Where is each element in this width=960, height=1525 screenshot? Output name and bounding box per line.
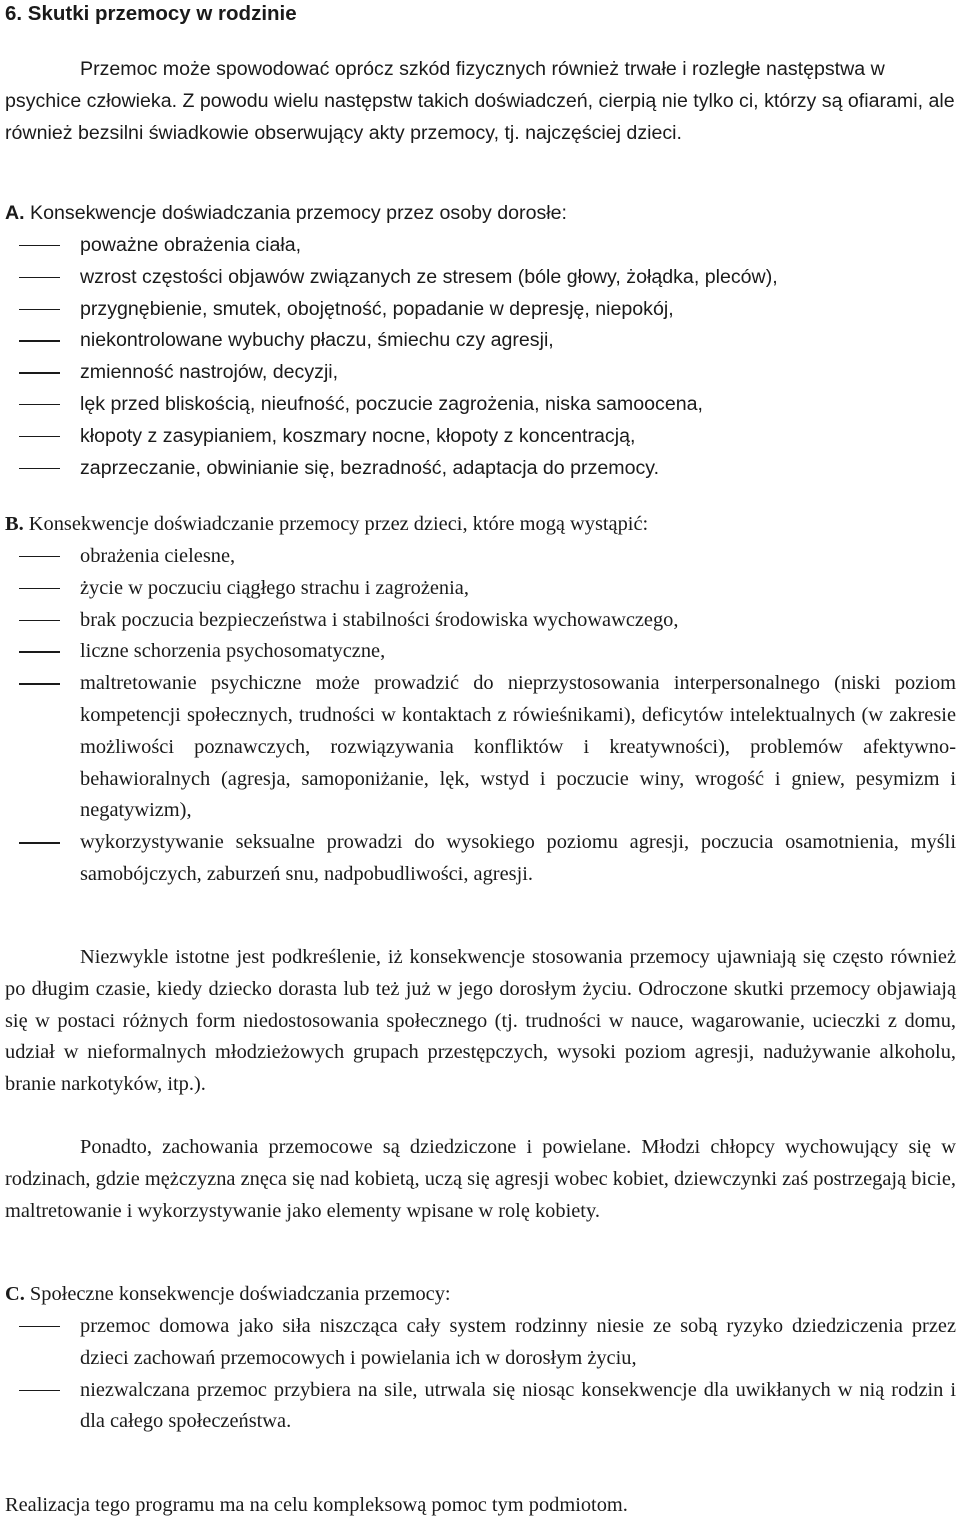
- section-b-list: [0, 541, 956, 891]
- section-c-marker: C.: [5, 1283, 25, 1305]
- list-item: zaprzeczanie, obwinianie się, bezradność, adaptacja do przemocy.: [0, 453, 956, 485]
- section-heading: 6. Skutki przemocy w rodzinie: [5, 2, 297, 25]
- list-item: niekontrolowane wybuchy płaczu, śmiechu czy agresji,: [0, 325, 956, 357]
- paragraph-delayed-effects: Niezwykle istotne jest podkreślenie, iż konsekwencje stosowania przemocy ujawniają się często również po długim czasie, kiedy dziecko dorasta lub też już w jego dorosłym życiu. Odroczone skutki przemocy objawiają się w postaci różnych form niedostosowania społecznego (tj. trudności w nauce, wagarowanie, ucieczki z domu, udział w nieformalnych młodzieżowych grupach przestępczych, wysoki poziom agresji, nadużywanie alkoholu, branie narkotyków, itp.).: [5, 946, 956, 1096]
- section-a-title-text: Konsekwencje doświadczania przemocy przez osoby dorosłe:: [24, 202, 567, 224]
- list-item: przygnębienie, smutek, obojętność, popadanie w depresję, niepokój,: [0, 294, 956, 326]
- list-item: kłopoty z zasypianiem, koszmary nocne, kłopoty z koncentracją,: [0, 421, 956, 453]
- section-a-marker: A.: [5, 202, 25, 224]
- list-item: liczne schorzenia psychosomatyczne,: [0, 636, 956, 668]
- section-c-list: [0, 1311, 956, 1438]
- paragraph-inheritance: Ponadto, zachowania przemocowe są dziedziczone i powielane. Młodzi chłopcy wychowujący się w rodzinach, gdzie mężczyzna znęca się nad kobietą, uczą się agresji wobec kobiet, dziewczynki zaś postrzegają bicie, maltretowanie i wykorzystywanie jako elementy wpisane w rolę kobiety.: [5, 1136, 956, 1222]
- list-item: niezwalczana przemoc przybiera na sile, utrwala się niosąc konsekwencje dla uwikłanych w nią rodzin i dla całego społeczeństwa.: [0, 1375, 956, 1439]
- list-item: zmienność nastrojów, decyzji,: [0, 357, 956, 389]
- section-a-title: [5, 198, 956, 230]
- list-item: poważne obrażenia ciała,: [0, 230, 956, 262]
- list-item: lęk przed bliskością, nieufność, poczucie zagrożenia, niska samoocena,: [0, 389, 956, 421]
- closing-sentence: Realizacja tego programu ma na celu kompleksową pomoc tym podmiotom.: [5, 1494, 628, 1516]
- list-item: wykorzystywanie seksualne prowadzi do wysokiego poziomu agresji, poczucia osamotnienia, myśli samobójczych, zaburzeń snu, nadpobudliwości, agresji.: [0, 827, 956, 891]
- section-a-list: [0, 230, 956, 484]
- list-item: wzrost częstości objawów związanych ze stresem (bóle głowy, żołądka, pleców),: [0, 262, 956, 294]
- section-b-title-text: Konsekwencje doświadczanie przemocy przez dzieci, które mogą wystąpić:: [23, 513, 649, 535]
- list-item: obrażenia cielesne,: [0, 541, 956, 573]
- list-item: brak poczucia bezpieczeństwa i stabilności środowiska wychowawczego,: [0, 605, 956, 637]
- section-b-marker: B.: [5, 513, 24, 535]
- section-c-title-text: Społeczne konsekwencje doświadczania przemocy:: [24, 1283, 451, 1305]
- intro-paragraph: Przemoc może spowodować oprócz szkód fizycznych również trwałe i rozległe następstwa w psychice człowieka. Z powodu wielu następstw takich doświadczeń, cierpią nie tylko ci, którzy są ofiarami, ale również bezsilni świadkowie obserwujący akty przemocy, tj. najczęściej dzieci.: [5, 58, 955, 144]
- list-item: przemoc domowa jako siła niszcząca cały system rodzinny niesie ze sobą ryzyko dziedziczenia przez dzieci zachowań przemocowych i powielania ich w dorosłym życiu,: [0, 1311, 956, 1375]
- list-item: maltretowanie psychiczne może prowadzić do nieprzystosowania interpersonalnego (niski poziom kompetencji społecznych, trudności w kontaktach z rówieśnikami), deficytów intelektualnych (w zakresie możliwości poznawczych, rozwiązywania konfliktów i kreatywności), problemów afektywno-behawioralnych (agresja, samoponiżanie, lęk, wstyd i poczucie winy, wrogość i gniew, pesymizm i negatywizm),: [0, 668, 956, 827]
- section-b-title: [5, 509, 956, 541]
- list-item: życie w poczuciu ciągłego strachu i zagrożenia,: [0, 573, 956, 605]
- section-c-title: [5, 1279, 956, 1311]
